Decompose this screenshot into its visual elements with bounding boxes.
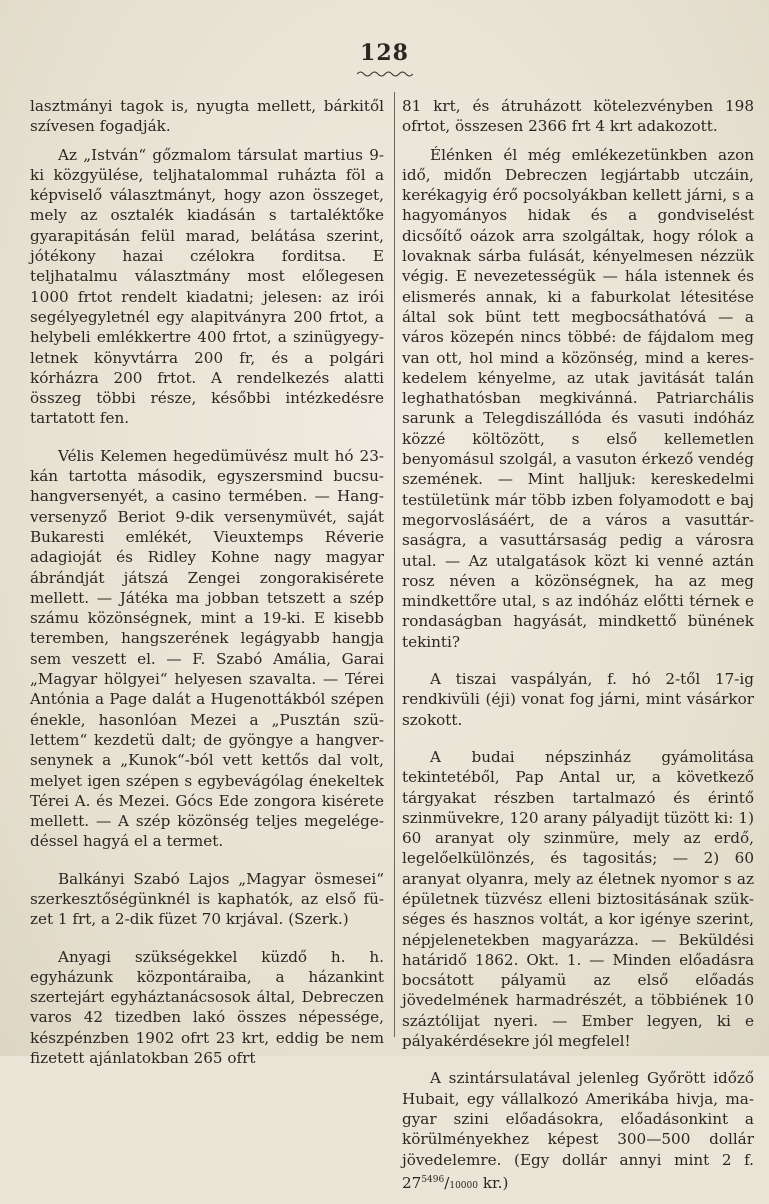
article-paragraph: Élénken él még emlékezetünkben azon idő, midőn Debreczen legjártabb utczáin, kerékagyig érő pocsolyákban kellett járni, s a hagyományos hidak és a gondviselést dicsőítő oázok arra szolgáltak, hogy rólok a lovaknak sárba fulását, kényelmesen nézzük végig. E nevezetességük — hála istennek és elismerés annak, ki a faburkolat létesitése által sok bünt tett megbocsáthatóvá — a város közepén nincs többé: de fájdalom meg van ott, hol mind a közönség, mind a kereskedelem kényelme, az utak javitását talán leghathatósban megkivánná. Patriarchális sarunk a Telegdiszállóda és vasuti indóház közzé költözött, s első kellemetlen benyomásul szolgál, a vasuton érkező vendég szemének. — Mint halljuk: kereskedelmi testületünk már több izben folyamodott e baj megorvoslásáért, de a város a vasuttársaságra, a vasuttársaság pedig a városra utal. — Az utalgatások közt ki venné aztán rosz néven a közönségnek, ha az meg mindkettőre utal, s az indóház előtti térnek e rondaságban hagyását, mindkettő bünének tekinti?	[402, 145, 754, 651]
article-paragraph: Az „István“ gőzmalom társulat martius 9-ki közgyülése, teljhatalommal ruházta föl a képviselő választmányt, hogy azon összeget, mely az osztalék kiadásán s tartaléktőke gyarapitásán felül marad, belátása szerint, jótékony hazai czélokra forditsa. E teljhatalmu választmány most előlegesen 1000 frtot rendelt kiadatni; jelesen: az irói segélyegyletnél egy alapitványra 200 frtot, a helybeli emlékkertre 400 frtot, a szinügyegyletnek könyvtárra 200 fr, és a polgári kórházra 200 frtot. A rendelkezés alatti összeg többi része, későbbi intézkedésre tartatott fen.	[30, 145, 384, 428]
article-separator	[518, 1059, 638, 1060]
article-separator	[147, 437, 267, 438]
paragraph-end: kr.)	[478, 1173, 509, 1192]
article-separator	[518, 738, 638, 739]
paragraph-text: A szintársulatával jelenleg Győrött időző Hubait, egy vállalkozó Amerikába hivja, magyar szini előadásokra, előadásonkint a körülményekhez képest 300—500 dollár jövedelemre. (Egy dollár annyi mint 2 f. 27	[402, 1069, 754, 1192]
article-paragraph: Vélis Kelemen hegedümüvész mult hó 23-kán tartotta második, egyszersmind bucsuhangversenyét, a casino termében. — Hangversenyző Beriot 9-dik versenymüvét, saját Bukaresti emlékét, Vieuxtemps Réverie adagioját és Ridley Kohne nagy magyar ábrándját játszá Zengei zongorakisérete mellett. — Játéka ma jobban tetszett a szép számu közönségnek, mint a 19-ki. E kisebb teremben, hangszerének legágyabb hangja sem veszett el. — F. Szabó Amália, Garai „Magyar hölgyei“ helyesen szavalta. — Térei Antónia a Page dalát a Hugenottákból szépen énekle, hasonlóan Mezei a „Pusztán születtem“ kezdetü dalt; de gyöngye a hangversenynek a „Kunok“-ból vett kettős dal volt, melyet igen szépen s egybevágólag énekeltek Térei A. és Mezei. Gócs Ede zongora kisérete mellett. — A szép közönség teljes megelégedéssel hagyá el a termet.	[30, 446, 384, 851]
right-column	[402, 96, 754, 1204]
page-number-ornament	[357, 70, 413, 78]
article-paragraph: A tiszai vaspályán, f. hó 2-től 17-ig rendkivüli (éji) vonat fog járni, mint vásárkor szokott.	[402, 670, 754, 729]
article-paragraph: A budai népszinház gyámolitása tekintetéből, Pap Antal ur, a következő tárgyakat részben tartalmazó és érintő szinmüvekre, 120 arany pályadijt tüzött ki: 1) 60 aranyat oly szinmüre, mely az erdő, legelőelkülönzés, és tagositás; — 2) 60 aranyat olyanra, mely az életnek nyomor s az épületnek tüzvész elleni biztositásának szükséges és hasznos voltát, a kor igénye szerint, népjelenetekben magyarázza. — Beküldési határidő 1862. Okt. 1. — Minden előadásra bocsátott pályamü az első előadás jövedelmének harmadrészét, a többiének 10 száztólijat nyeri. — Ember legyen, ki e pályakérdésekre jól megfelel!	[402, 747, 754, 1051]
article-paragraph: 81 krt, és átruházott kötelezvényben 198 ofrtot, összesen 2366 frt 4 krt adakozott.	[402, 97, 754, 136]
article-separator	[147, 938, 267, 939]
page-number: 128	[360, 40, 409, 66]
article-paragraph: Balkányi Szabó Lajos „Magyar ösmesei“ szerkesztőségünknél is kaphatók, az első füzet 1 frt, a 2-dik füzet 70 krjával. (Szerk.)	[30, 869, 384, 929]
article-paragraph	[402, 1068, 754, 1196]
article-separator	[518, 660, 638, 661]
article-separator	[147, 860, 267, 861]
fraction-numerator: 5496	[421, 1174, 445, 1185]
column-divider	[394, 92, 395, 1037]
fraction-denominator: 10000	[449, 1180, 478, 1191]
fraction-slash: /	[444, 1173, 450, 1192]
article-paragraph: Anyagi szükségekkel küzdő h. h. egyházunk központáraiba, a házankint szertejárt egyháztanácsosok által, Debreczen varos 42 tizedben lakó összes népessége, készpénzben 1902 ofrt 23 krt, eddig be nem fizetett ajánlatokban 265 ofrt	[30, 947, 384, 1068]
left-column	[30, 96, 384, 1076]
article-paragraph: lasztmányi tagok is, nyugta mellett, bárkitől szívesen fogadják.	[30, 97, 384, 136]
